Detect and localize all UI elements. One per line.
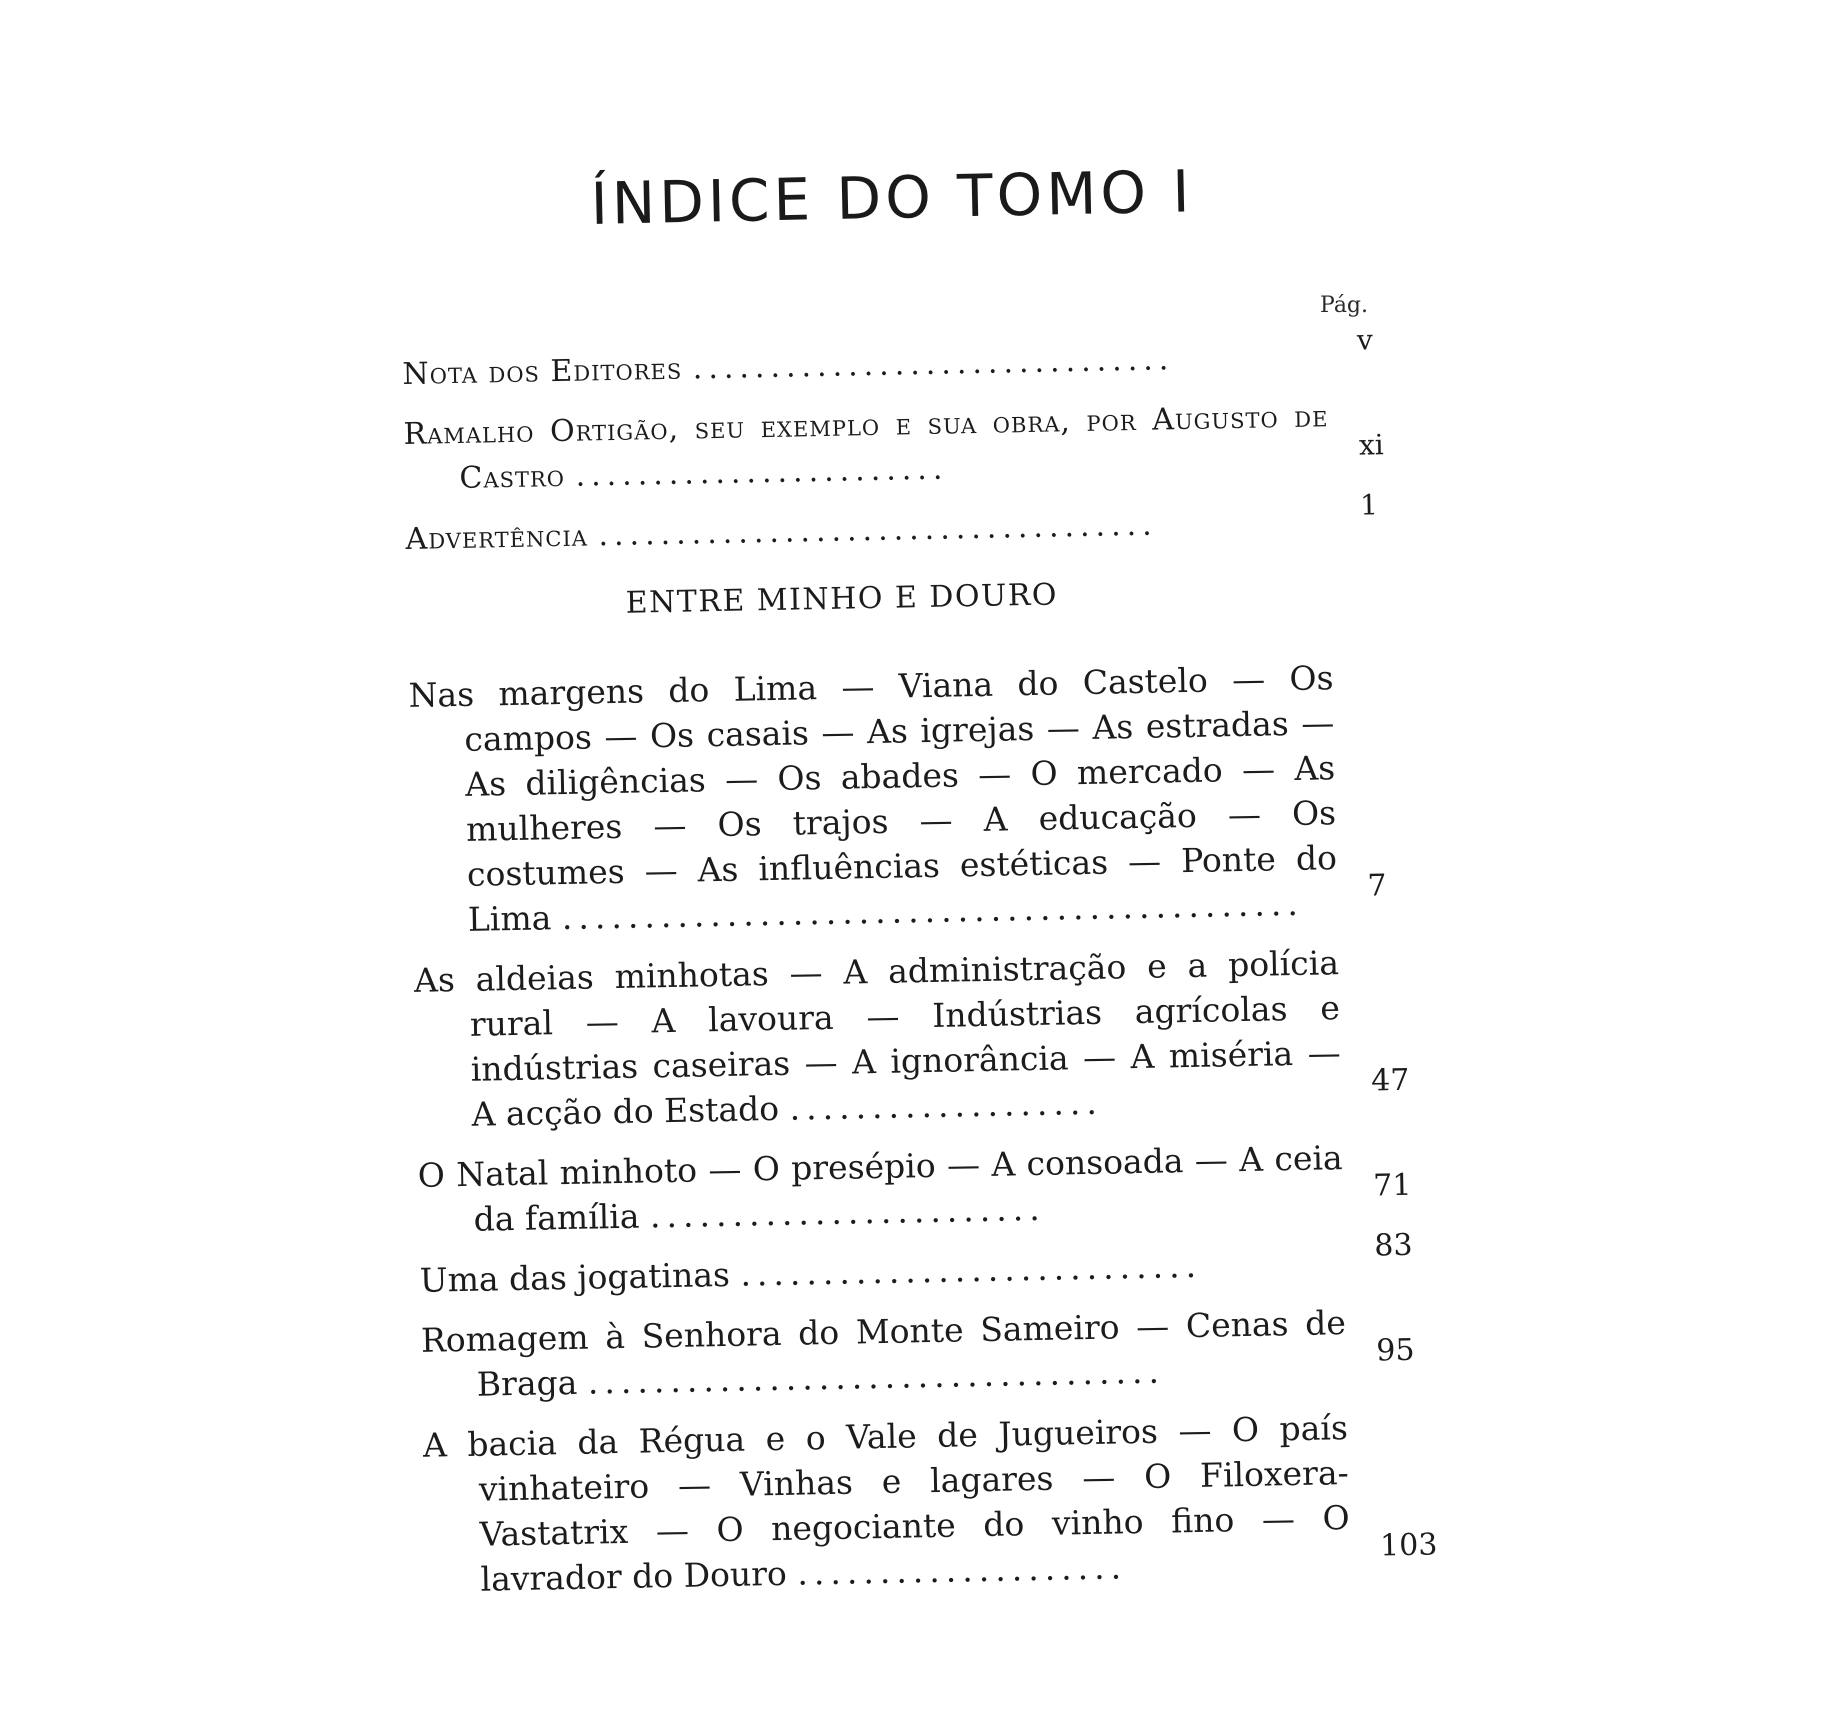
toc-entry-title: Nota dos Editores	[402, 351, 683, 392]
toc-entry-page: 47	[1370, 1062, 1410, 1099]
page-column-label: Pág.	[1320, 293, 1369, 318]
toc-entry-page: 1	[1359, 488, 1379, 522]
toc-entry-title: Uma das jogatinas	[419, 1254, 731, 1300]
toc-entry-title: A bacia da Régua e o Vale de Jugueiros — O país vinhateiro — Vinhas e lagares — O Filoxera-Vastatrix — O negociante do vinho fino — O lavrador do Douro	[422, 1408, 1350, 1599]
section-heading: ENTRE MINHO E DOURO	[625, 577, 1059, 621]
toc-entry-title: Romagem à Senhora do Monte Sameiro — Cenas de Braga	[420, 1303, 1347, 1404]
toc-entry-title: As aldeias minhotas — A administração e a polícia rural — A lavoura — Indústrias agrícolas e indústrias caseiras — A ignorância — A miséria — A acção do Estado	[413, 943, 1341, 1134]
toc-entry-page: 83	[1374, 1227, 1413, 1264]
dot-leader: ...................	[789, 1082, 1104, 1128]
toc-entry	[408, 655, 1387, 943]
dot-leader: .............................................	[561, 883, 1305, 938]
toc-entry	[420, 1300, 1415, 1408]
dot-leader: ............................	[739, 1245, 1203, 1294]
toc-entry-title: Nas margens do Lima — Viana do Castelo — Os campos — Os casais — As igrejas — As estradas — As diligências — Os abades — O mercado — As mulheres — Os trajos — A educação — Os costumes — As influências estéticas — Ponte do Lima	[408, 658, 1338, 939]
toc-entry-page: xi	[1358, 428, 1385, 462]
toc-entry	[413, 940, 1410, 1138]
dot-leader: ...................................	[587, 1351, 1166, 1402]
toc-entry	[419, 1227, 1413, 1303]
page-title: ÍNDICE DO TOMO I	[590, 157, 1195, 238]
toc-entry-page: 95	[1376, 1332, 1415, 1369]
toc-entry-advertencia	[405, 488, 1379, 562]
toc-entry-title: O Natal minhoto — O presépio — A consoada — A ceia da família	[417, 1138, 1344, 1239]
dot-leader: ...............................	[692, 342, 1175, 387]
toc-entry-title: Ramalho Ortigão, seu exemplo e sua obra, por Augusto de Castro	[403, 399, 1329, 496]
toc-entry-page: 103	[1379, 1527, 1438, 1564]
table-of-contents	[402, 323, 1438, 1618]
toc-entry-nota-dos-editores	[402, 323, 1374, 397]
toc-entry	[422, 1405, 1438, 1603]
toc-entry	[417, 1135, 1412, 1243]
toc-entry-page: v	[1356, 323, 1374, 357]
dot-leader: ........................	[575, 451, 949, 494]
dot-leader: ........................	[649, 1188, 1047, 1236]
dot-leader: ....................................	[598, 507, 1158, 554]
toc-entry-ramalho-ortigao	[403, 394, 1385, 502]
toc-entry-title: Advertência	[405, 518, 589, 557]
toc-entry-page: 71	[1372, 1167, 1412, 1204]
toc-entry-page: 7	[1367, 868, 1387, 904]
dot-leader: ....................	[796, 1547, 1128, 1593]
